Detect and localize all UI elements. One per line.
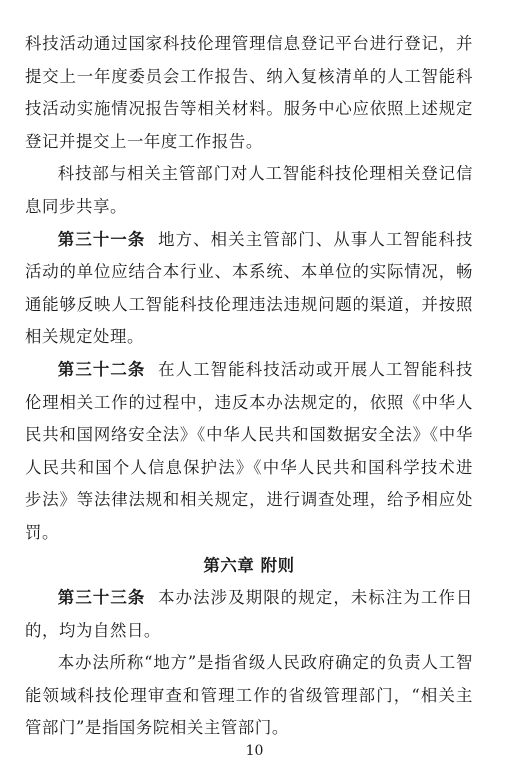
- article-32-spacer: [145, 360, 158, 379]
- article-32-text: 在人工智能科技活动或开展人工智能科技伦理相关工作的过程中，违反本办法规定的，依照《中华人民共和国网络安全法》《中华人民共和国数据安全法》《中华人民共和国个人信息保护法》《中华人民共和国科学技术进步法》等法律法规和相关规定，进行调查处理，给予相应处罚。: [25, 359, 473, 542]
- article-31-label: 第三十一条: [57, 229, 146, 249]
- article-31-text: 地方、相关主管部门、从事人工智能科技活动的单位应结合本行业、本系统、本单位的实际情况，畅通能够反映人工智能科技伦理违法违规问题的渠道，并按照相关规定处理。: [25, 229, 473, 347]
- chapter-heading: 第六章 附则: [203, 555, 295, 575]
- article-31: [25, 224, 473, 354]
- article-33-spacer: [145, 588, 158, 607]
- article-33-text: 本办法涉及期限的规定，未标注为工作日的，均为自然日。: [25, 588, 473, 640]
- paragraph-definitions: 本办法所称“地方”是指省级人民政府确定的负责人工智能领域科技伦理审查和管理工作的省级管理部门，“相关主管部门”是指国务院相关主管部门。: [25, 653, 473, 738]
- article-31-spacer: [145, 230, 158, 249]
- paragraph-registration: 科技活动通过国家科技伦理管理信息登记平台进行登记，并提交上一年度委员会工作报告、纳入复核清单的人工智能科技活动实施情况报告等相关材料。服务中心应依照上述规定登记并提交上一年度工作报告。: [25, 34, 473, 151]
- page-number: 10: [245, 743, 264, 759]
- paragraph-info-sharing: 科技部与相关主管部门对人工智能科技伦理相关登记信息同步共享。: [25, 164, 473, 216]
- document-body: [25, 28, 473, 745]
- article-32: [25, 354, 473, 550]
- article-33: [25, 582, 473, 647]
- article-32-label: 第三十二条: [57, 359, 146, 379]
- article-33-label: 第三十三条: [57, 588, 146, 608]
